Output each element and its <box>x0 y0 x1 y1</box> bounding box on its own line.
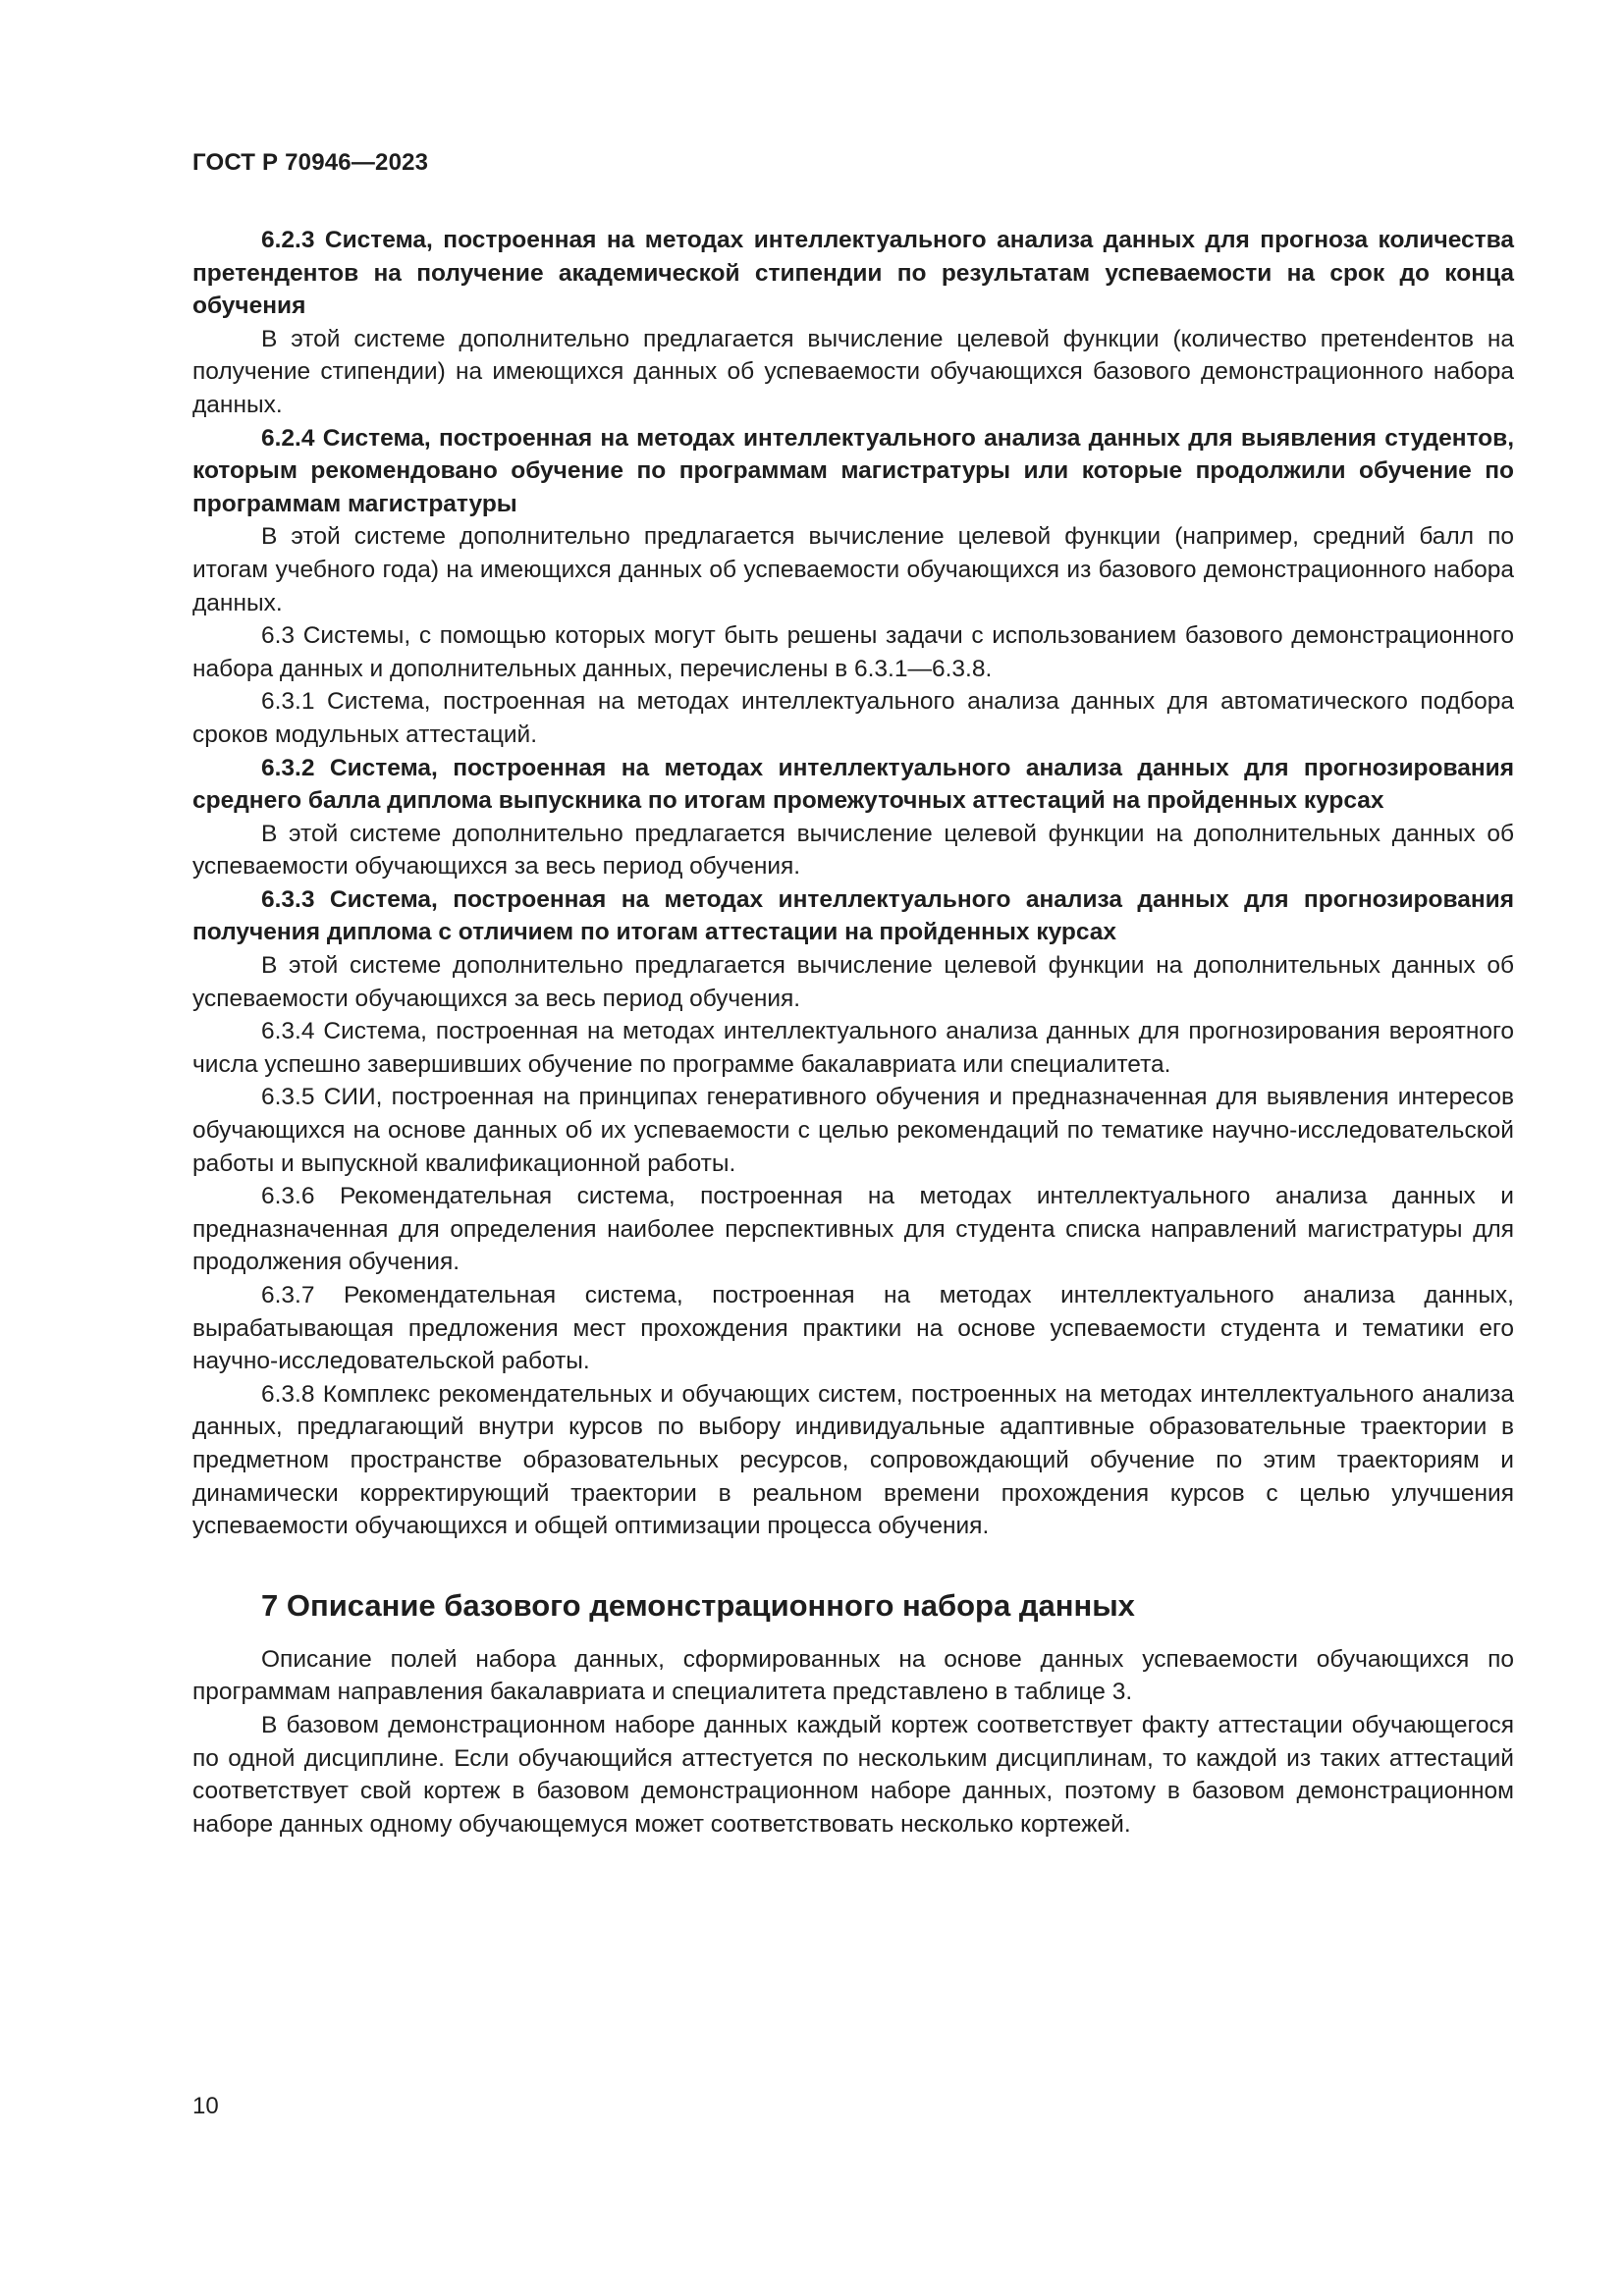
subsection-6-3-3-text: В этой системе дополнительно предлагается вычисление целевой функции на дополнительных данных об успеваемости обучающихся за весь период обучения. <box>192 952 1514 1012</box>
subsection-6-3-text: 6.3 Системы, с помощью которых могут быть решены задачи с использованием базового демонстрационного набора данных и дополнительных данных, перечислены в 6.3.1—6.3.8. <box>192 622 1514 682</box>
subsection-6-3-8-text: 6.3.8 Комплекс рекомендательных и обучающих систем, построенных на методах интеллектуального анализа данных, предлагающий внутри курсов по выбору индивидуальные адаптивные образовательные траектории в предметном пространстве образовательных ресурсов, сопровождающий обучение по этим траекториям и динамически корректирующий траектории в реальном времени прохождения курсов с целью улучшения успеваемости обучающихся и общей оптимизации процесса обучения. <box>192 1380 1514 1540</box>
subsection-6-3-2-text: В этой системе дополнительно предлагается вычисление целевой функции на дополнительных данных об успеваемости обучающихся за весь период обучения. <box>192 820 1514 881</box>
subsection-6-2-3-text: В этой системе дополнительно предлагается вычисление целевой функции (количество претенdентов на получение стипендии) на имеющихся данных об успеваемости обучающихся базового демонстрационного набора данных. <box>192 325 1514 418</box>
subsection-6-3-5-text: 6.3.5 СИИ, построенная на принципах генеративного обучения и предназначенная для выявления интересов обучающихся на основе данных об их успеваемости с целью рекомендаций по тематике научно-исследовательской работы и выпускной квалификационной работы. <box>192 1084 1514 1177</box>
subsection-6-2-4-heading: 6.2.4 Система, построенная на методах интеллектуального анализа данных для выявления студентов, которым рекомендовано обучение по программам магистратуры или которые продолжили обучение по программам магистратуры <box>192 424 1514 517</box>
section-7-heading: 7 Описание базового демонстрационного набора данных <box>261 1587 1135 1623</box>
section-7-paragraph-2: В базовом демонстрационном наборе данных каждый кортеж соответствует факту аттестации обучающегося по одной дисциплине. Если обучающийся аттестуется по нескольким дисциплинам, то каждой из таких аттестаций соответствует свой кортеж в базовом демонстрационном наборе данных, поэтому в базовом демонстрационном наборе данных одному обучающемуся может соответствовать несколько кортежей. <box>192 1711 1514 1838</box>
document-header-id: ГОСТ Р 70946—2023 <box>192 149 429 176</box>
subsection-6-3-3-heading: 6.3.3 Система, построенная на методах интеллектуального анализа данных для прогнозирования получения диплома с отличием по итогам аттестации на пройденных курсах <box>192 885 1514 946</box>
subsection-6-3-7-text: 6.3.7 Рекомендательная система, построенная на методах интеллектуального анализа данных, вырабатывающая предложения мест прохождения практики на основе успеваемости студента и тематики его научно-исследовательской работы. <box>192 1282 1514 1375</box>
subsection-6-3-4-text: 6.3.4 Система, построенная на методах интеллектуального анализа данных для прогнозирования вероятного числа успешно завершивших обучение по программе бакалавриата или специалитета. <box>192 1018 1514 1078</box>
subsection-6-3-1-text: 6.3.1 Система, построенная на методах интеллектуального анализа данных для автоматического подбора сроков модульных аттестаций. <box>192 688 1514 748</box>
subsection-6-3-2-heading: 6.3.2 Система, построенная на методах интеллектуального анализа данных для прогнозирования среднего балла диплома выпускника по итогам промежуточных аттестаций на пройденных курсах <box>192 754 1514 815</box>
subsection-6-2-4-text: В этой системе дополнительно предлагается вычисление целевой функции (например, средний балл по итогам учебного года) на имеющихся данных об успеваемости обучающихся из базового демонстрационного набора данных. <box>192 523 1514 616</box>
document-body <box>192 224 1514 1841</box>
subsection-6-2-3-heading: 6.2.3 Система, построенная на методах интеллектуального анализа данных для прогноза количества претендентов на получение академической стипендии по результатам успеваемости на срок до конца обучения <box>192 227 1514 320</box>
section-7-paragraph-1: Описание полей набора данных, сформированных на основе данных успеваемости обучающихся по программам направления бакалавриата и специалитета представлено в таблице 3. <box>192 1645 1514 1706</box>
subsection-6-3-6-text: 6.3.6 Рекомендательная система, построенная на методах интеллектуального анализа данных и предназначенная для определения наиболее перспективных для студента списка направлений магистратуры для продолжения обучения. <box>192 1183 1514 1276</box>
page-number: 10 <box>192 2093 219 2119</box>
